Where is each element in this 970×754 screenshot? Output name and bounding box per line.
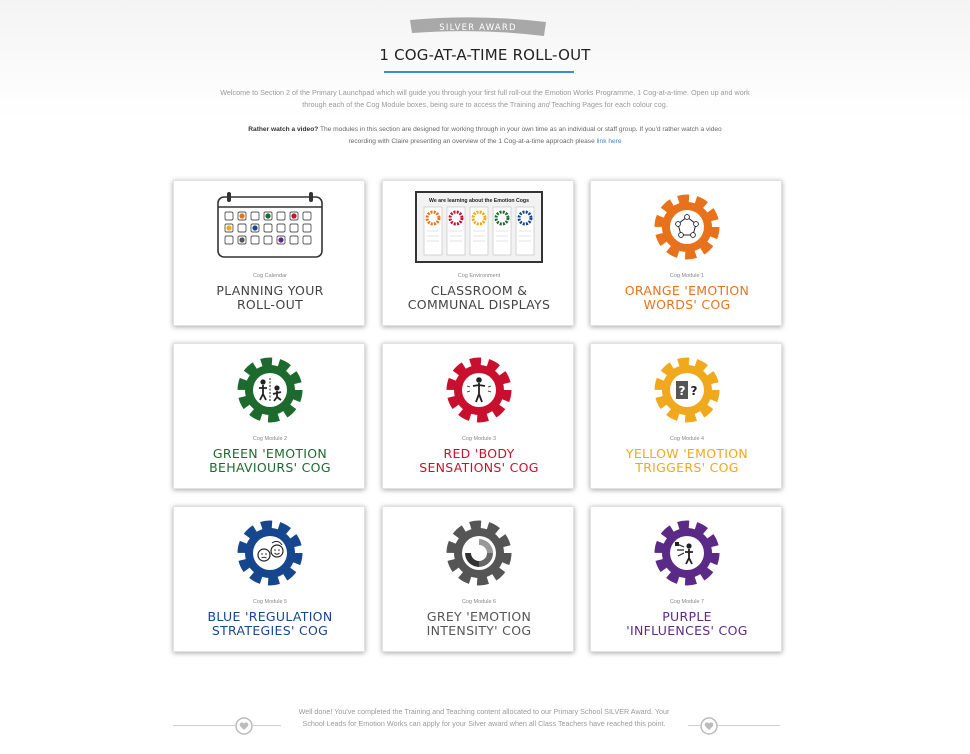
card-subtitle: Cog Module 6 bbox=[461, 599, 497, 605]
card-title bbox=[178, 447, 362, 475]
card-title-line-1: YELLOW 'EMOTION bbox=[625, 446, 749, 461]
card-subtitle: Cog Module 5 bbox=[252, 599, 288, 605]
card-title bbox=[178, 284, 362, 312]
card-subtitle: Cog Calendar bbox=[253, 273, 287, 279]
video-note bbox=[240, 124, 730, 148]
yellow-cog-icon bbox=[651, 354, 723, 426]
green-cog-icon bbox=[234, 354, 306, 426]
intro-part-1: Welcome to Section 2 of the Primary Launchpad which will guide you through your first full roll-out the Emotion Works Programme, 1 Cog-at-a-time. Open up and work through each of the Cog Module boxes, being sure to access the Training bbox=[220, 88, 750, 109]
intro-text bbox=[218, 87, 752, 111]
card-title-line-2: TRIGGERS' COG bbox=[635, 460, 739, 475]
card-title bbox=[595, 447, 779, 475]
card-grey-cog[interactable] bbox=[382, 506, 574, 652]
card-title-line-2: STRATEGIES' COG bbox=[211, 623, 329, 638]
card-subtitle: Cog Module 1 bbox=[669, 273, 705, 279]
intro-emphasis: and bbox=[537, 100, 550, 109]
card-title-line-1: CLASSROOM & bbox=[430, 283, 528, 298]
card-planning-roll-out[interactable] bbox=[173, 180, 365, 326]
card-classroom-displays[interactable] bbox=[382, 180, 574, 326]
card-title-line-2: COMMUNAL DISPLAYS bbox=[407, 297, 551, 312]
purple-cog-icon bbox=[651, 517, 723, 589]
footer-divider-right bbox=[718, 725, 780, 726]
heart-icon bbox=[235, 717, 253, 735]
card-title-line-1: RED 'BODY bbox=[443, 446, 515, 461]
footer-message: Well done! You've completed the Training and Teaching content allocated to our Primary School SILVER Award. Your School Leads for Emotion Works can apply for your Silver award when all Class Teachers have reached this point. bbox=[298, 707, 670, 728]
grey-cog-icon bbox=[443, 517, 515, 589]
heart-icon bbox=[700, 717, 718, 735]
footer-divider-left-inner bbox=[253, 725, 281, 726]
card-title-line-2: INTENSITY' COG bbox=[426, 623, 532, 638]
card-title-line-1: BLUE 'REGULATION bbox=[207, 609, 333, 624]
calendar-icon bbox=[215, 191, 325, 261]
award-ribbon-text: SILVER AWARD bbox=[439, 23, 517, 33]
card-red-cog[interactable] bbox=[382, 343, 574, 489]
page-title: 1 COG-AT-A-TIME ROLL-OUT bbox=[379, 46, 591, 64]
footer-divider-left bbox=[173, 725, 235, 726]
card-title-line-2: ROLL-OUT bbox=[236, 297, 304, 312]
card-purple-cog[interactable] bbox=[590, 506, 782, 652]
card-title-line-2: 'INFLUENCES' COG bbox=[626, 623, 748, 638]
cog-module-grid bbox=[173, 180, 785, 656]
card-title-line-1: PLANNING YOUR bbox=[216, 283, 324, 298]
card-subtitle: Cog Environment bbox=[457, 273, 501, 279]
card-blue-cog[interactable] bbox=[173, 506, 365, 652]
card-title bbox=[595, 284, 779, 312]
card-subtitle: Cog Module 3 bbox=[461, 436, 497, 442]
card-subtitle: Cog Module 4 bbox=[669, 436, 705, 442]
display-board-icon bbox=[415, 191, 543, 263]
title-underline bbox=[384, 71, 574, 73]
card-title-line-2: SENSATIONS' COG bbox=[419, 460, 539, 475]
card-title-line-1: GREEN 'EMOTION bbox=[212, 446, 328, 461]
red-cog-icon bbox=[443, 354, 515, 426]
card-title-line-1: PURPLE bbox=[662, 609, 712, 624]
card-yellow-cog[interactable] bbox=[590, 343, 782, 489]
question-mark-glyph: ? bbox=[690, 384, 698, 398]
display-board-title: We are learning about the Emotion Cogs bbox=[429, 198, 529, 204]
video-note-heading: Rather watch a video? bbox=[248, 126, 319, 133]
card-title-line-2: BEHAVIOURS' COG bbox=[209, 460, 331, 475]
card-title bbox=[387, 284, 571, 312]
card-title-line-1: ORANGE 'EMOTION bbox=[624, 283, 750, 298]
question-mark-glyph: ? bbox=[678, 384, 686, 398]
card-title bbox=[387, 610, 571, 638]
intro-part-2: Teaching Pages for each colour cog. bbox=[549, 100, 668, 109]
card-title bbox=[595, 610, 779, 638]
orange-cog-icon bbox=[651, 191, 723, 263]
card-orange-cog[interactable] bbox=[590, 180, 782, 326]
video-note-text: The modules in this section are designed for working through in your own time as an individual or staff group. If you'd rather watch a video recording with Claire presenting an overview of the 1 Cog-at-a-time approach please bbox=[318, 126, 722, 145]
footer-divider-right-inner bbox=[688, 725, 700, 726]
card-green-cog[interactable] bbox=[173, 343, 365, 489]
card-title-line-1: GREY 'EMOTION bbox=[426, 609, 532, 624]
video-link[interactable]: link here bbox=[596, 138, 622, 145]
card-subtitle: Cog Module 2 bbox=[252, 436, 288, 442]
silver-award-ribbon bbox=[408, 16, 548, 38]
blue-cog-icon bbox=[234, 517, 306, 589]
card-title-line-2: WORDS' COG bbox=[643, 297, 731, 312]
card-subtitle: Cog Module 7 bbox=[669, 599, 705, 605]
card-title bbox=[387, 447, 571, 475]
card-title bbox=[178, 610, 362, 638]
